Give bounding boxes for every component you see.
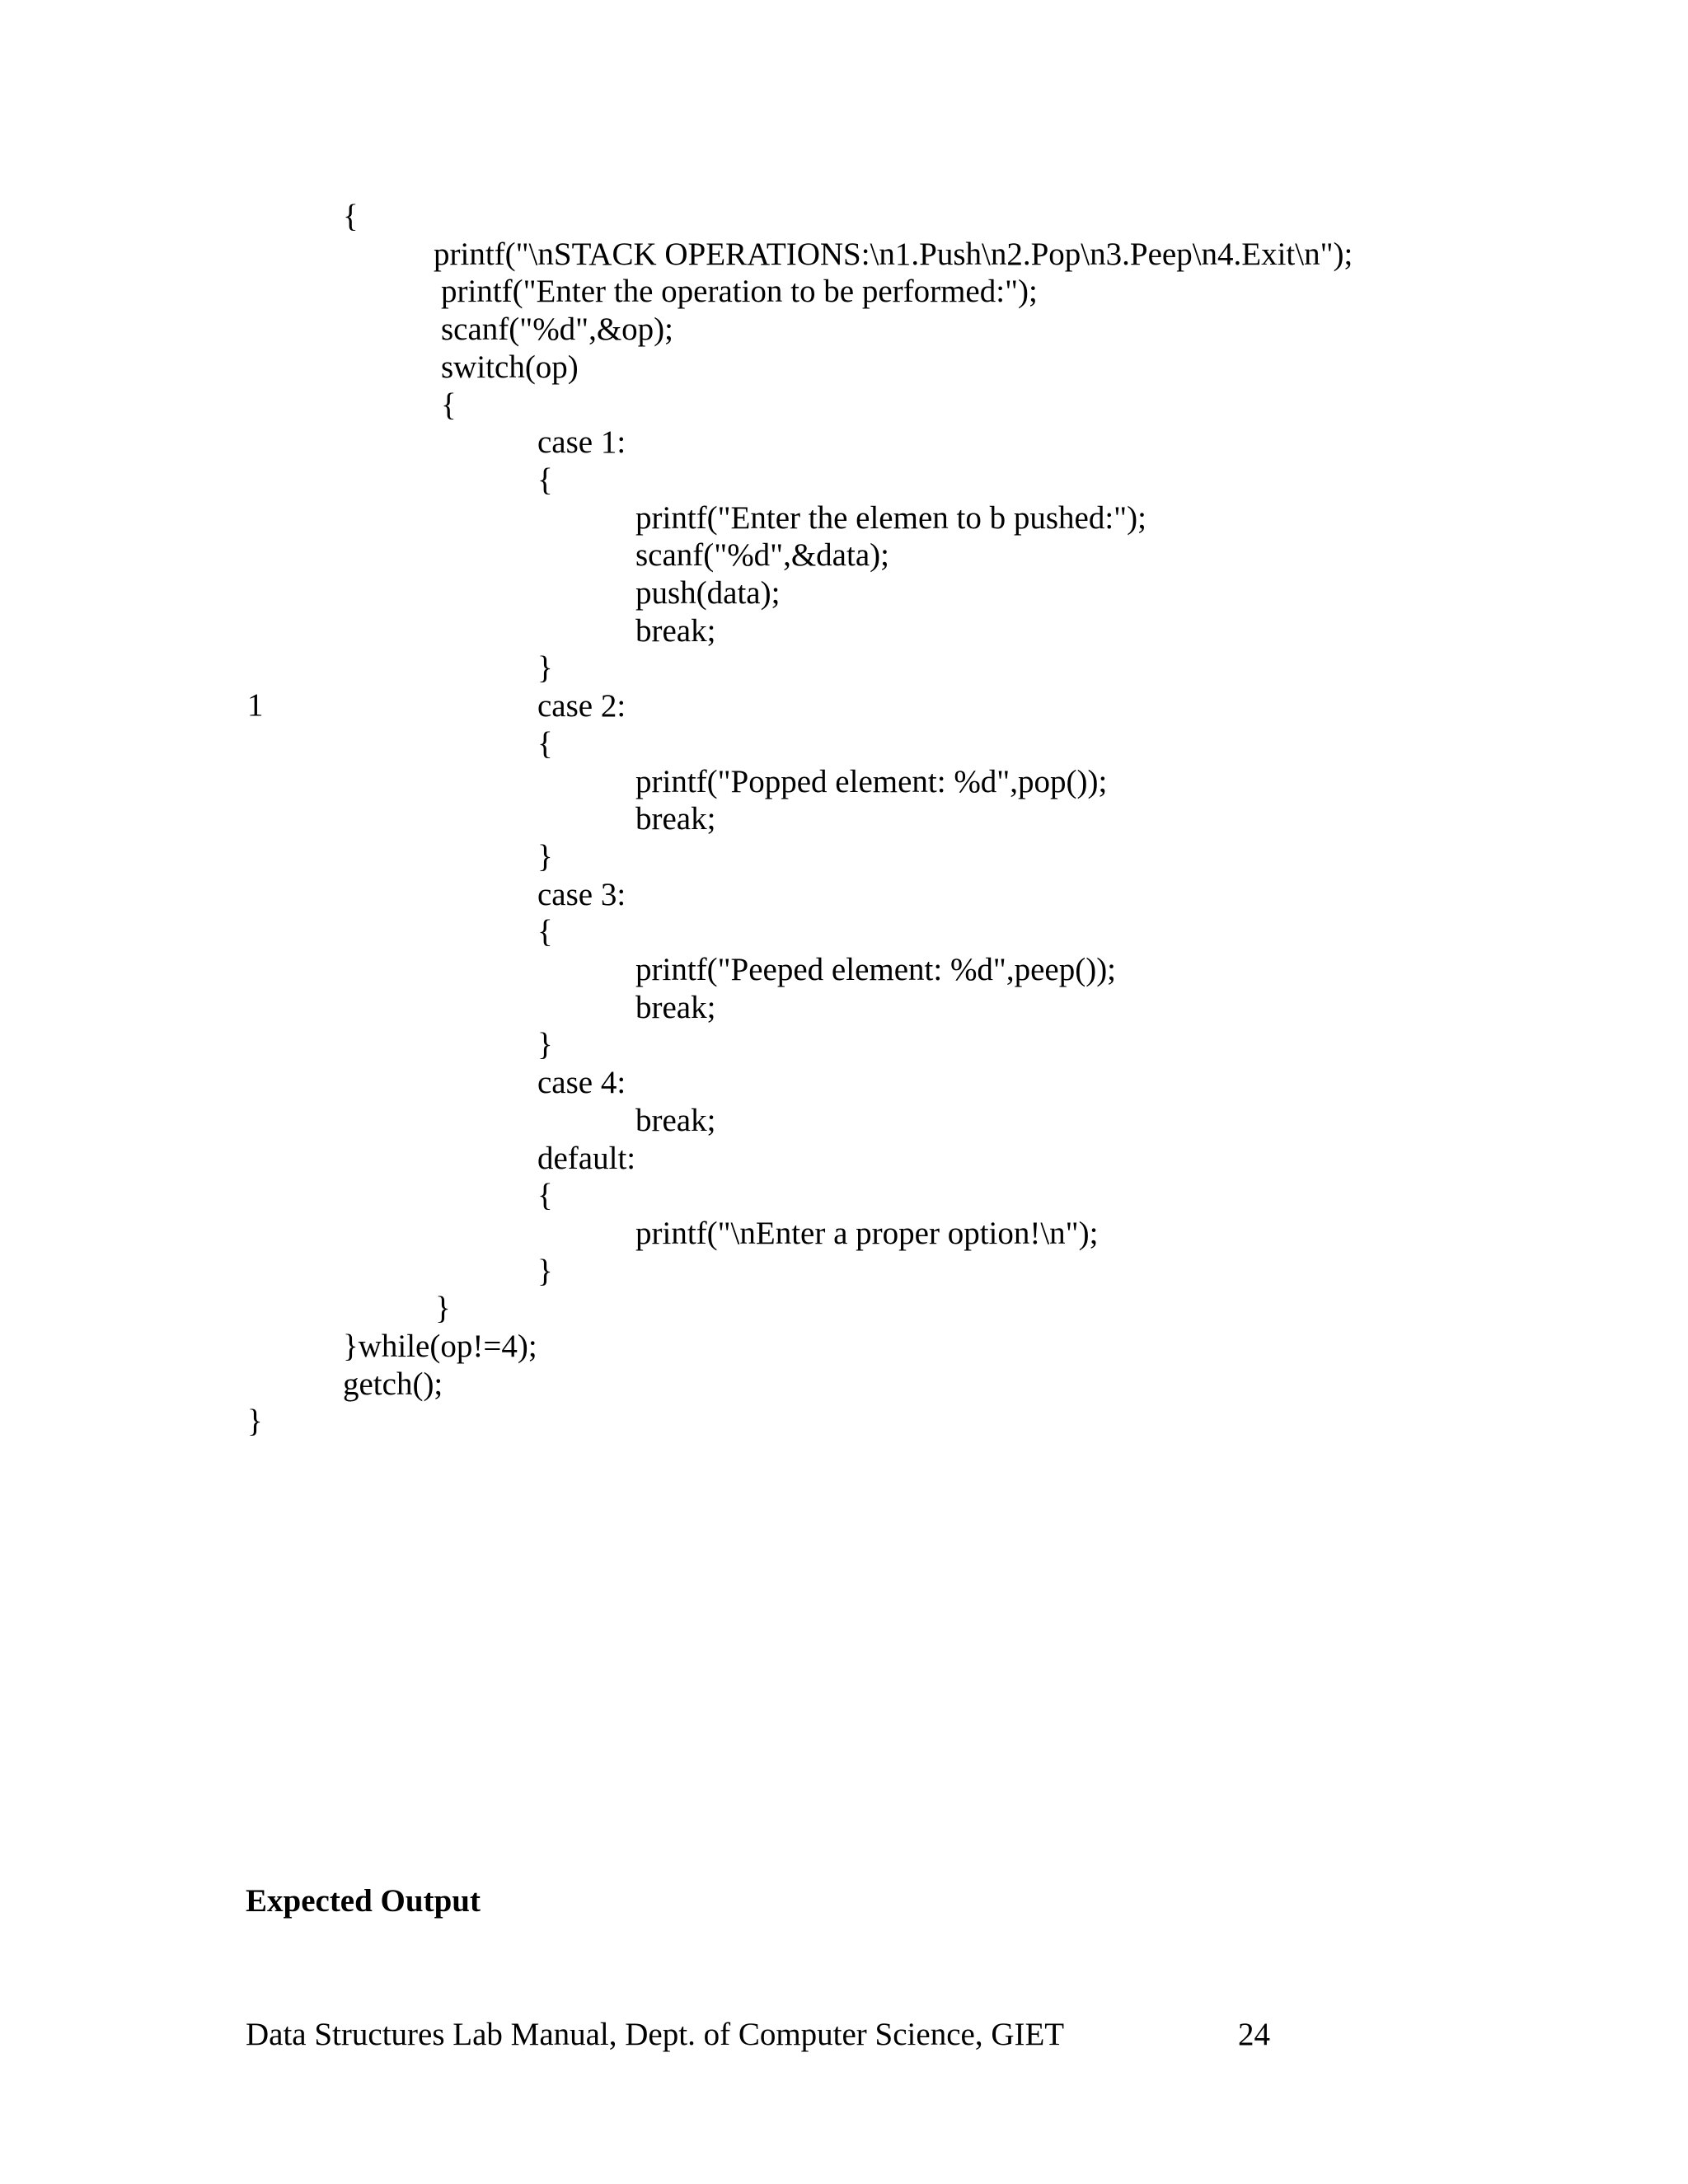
- code-line: }: [537, 1253, 553, 1289]
- code-line: case 2:: [537, 688, 626, 724]
- code-line: scanf("%d",&data);: [635, 537, 889, 574]
- code-line: switch(op): [441, 349, 579, 385]
- code-line: printf("Popped element: %d",pop());: [635, 763, 1108, 799]
- margin-number: 1: [247, 687, 264, 723]
- code-line: }: [537, 838, 553, 874]
- code-line: {: [537, 914, 553, 950]
- section-heading-expected-output: Expected Output: [246, 1883, 481, 1919]
- code-line: default:: [537, 1140, 636, 1176]
- code-line: printf("Peeped element: %d",peep());: [635, 952, 1117, 987]
- code-line: break;: [635, 989, 716, 1025]
- code-line: printf("Enter the elemen to b pushed:");: [635, 499, 1146, 536]
- code-line: case 4:: [537, 1065, 626, 1101]
- code-line: scanf("%d",&op);: [441, 312, 674, 348]
- code-line: {: [537, 725, 553, 762]
- code-line: }: [537, 650, 553, 687]
- code-line: {: [537, 1178, 553, 1214]
- code-line: }: [247, 1404, 263, 1440]
- code-line: printf("Enter the operation to be performed:");: [441, 274, 1038, 310]
- page-number: 24: [1238, 2017, 1270, 2052]
- footer-text: Data Structures Lab Manual, Dept. of Computer Science, GIET: [246, 2017, 1065, 2052]
- code-line: {: [343, 199, 359, 234]
- code-line: printf("\nEnter a proper option!\n");: [635, 1215, 1099, 1251]
- code-line: break;: [635, 612, 716, 649]
- code-line: printf("\nSTACK OPERATIONS:\n1.Push\n2.Pop\n3.Peep\n4.Exit\n");: [434, 236, 1353, 272]
- code-line: case 1:: [537, 424, 626, 461]
- code-line: }while(op!=4);: [343, 1329, 537, 1364]
- code-line: }: [435, 1291, 451, 1327]
- code-line: {: [537, 462, 553, 498]
- code-line: case 3:: [537, 876, 626, 912]
- code-line: {: [441, 387, 457, 423]
- code-line: break;: [635, 1102, 716, 1138]
- code-line: push(data);: [635, 575, 781, 611]
- code-line: break;: [635, 801, 716, 837]
- code-line: }: [537, 1027, 553, 1063]
- code-line: getch();: [343, 1366, 443, 1402]
